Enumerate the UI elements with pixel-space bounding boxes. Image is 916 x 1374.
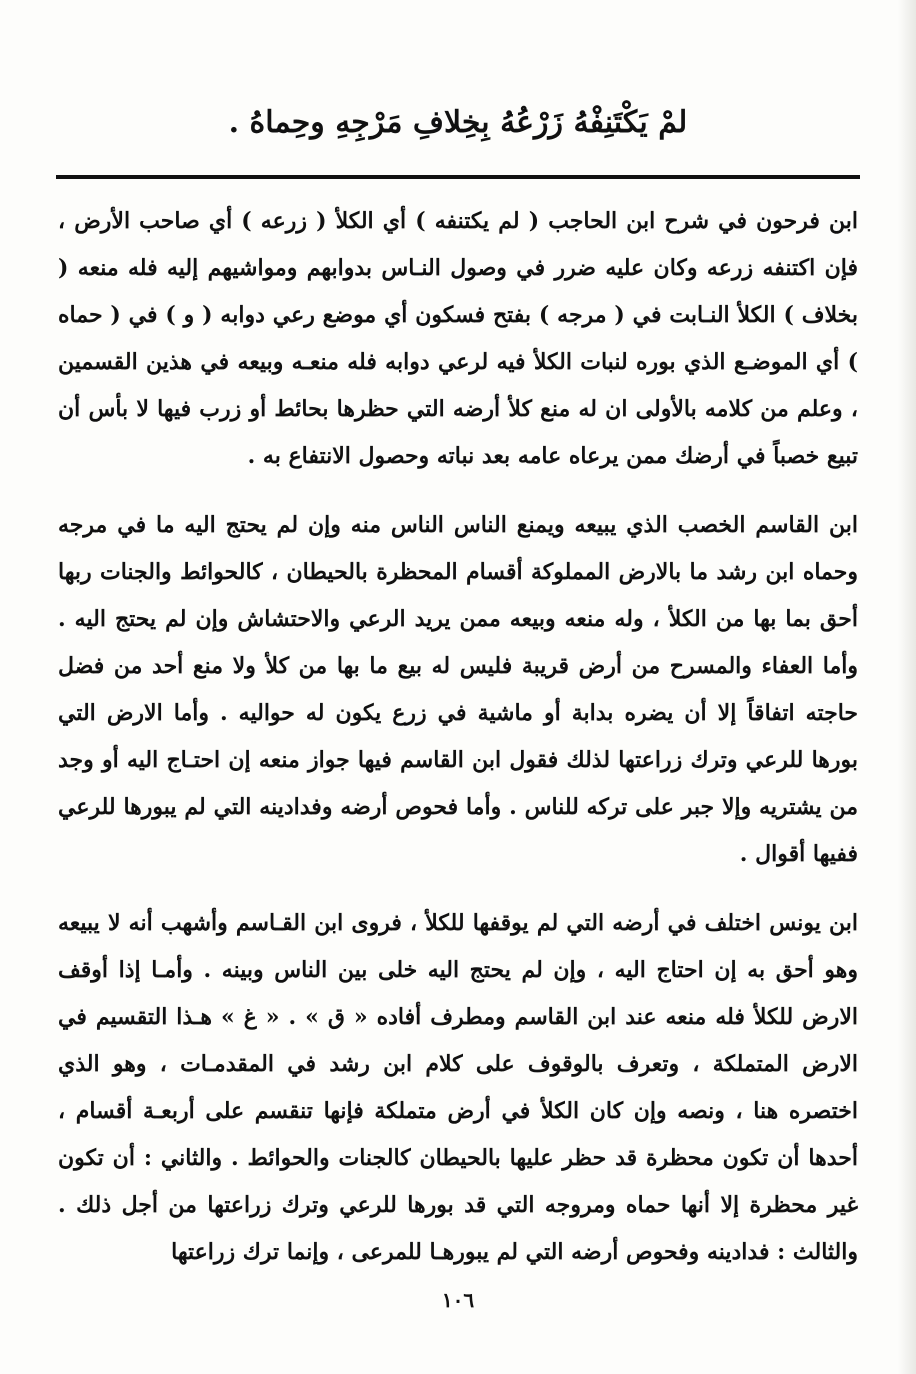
page-title: لمْ يَكْتَنِفْهُ زَرْعُهُ بِخِلافِ مَرْجِهِ وحِماهُ . <box>228 105 688 140</box>
page-edge-shadow <box>898 0 916 1374</box>
page-number: ١٠٦ <box>441 1288 475 1312</box>
title-divider <box>56 175 860 179</box>
page-body <box>58 198 858 1298</box>
paragraph-1: ابن فرحون في شرح ابن الحاجب ( لم يكتنفه ) أي الكلأ ( زرعه ) أي صاحب الأرض ، فإن اكتنفه زرعه وكان عليه ضرر في وصول النـاس بدوابهم ومواشيهم إليه فله منعه ( بخلاف ) الكلأ النـابت في ( مرجه ) بفتح فسكون أي موضع رعي دوابه ( و ) في ( حماه ) أي الموضـع الذي بوره لنبات الكلأ فيه لرعي دوابه فله منعـه وبيعه في هذين القسمين ، وعلم من كلامه بالأولى ان له منع كلأ أرضه التي حظرها بحائط أو زرب فيها لا بأس أن تبيع خصباً في أرضك ممن يرعاه عامه بعد نباته وحصول الانتفاع به . <box>58 208 858 469</box>
paragraph-2: ابن القاسم الخصب الذي يبيعه ويمنع الناس الناس منه وإن لم يحتج اليه ما في مرجه وحماه ابن رشد ما بالارض المملوكة أقسام المحظرة بالحيطان ، كالحوائط والجنات ربها أحق بما بها من الكلأ ، وله منعه وبيعه ممن يريد الرعي والاحتشاش وإن لم يحتج اليه . وأما العفاء والمسرح من أرض قريبة فليس له بيع ما بها من كلأ ولا منع أحد من فضل حاجته اتفاقاً إلا أن يضره بدابة أو ماشية في زرع يكون له حواليه . وأما الارض التي بورها للرعي وترك زراعتها لذلك فقول ابن القاسم فيها جواز منعه إن احتـاج اليه أو وجد من يشتريه وإلا جبر على تركه للناس . وأما فحوص أرضه وفدادينه التي لم يبورها للرعي ففيها أقوال . <box>58 512 859 867</box>
paragraph-3: ابن يونس اختلف في أرضه التي لم يوقفها للكلأ ، فروى ابن القـاسم وأشهب أنه لا يبيعه وهو أحق به إن احتاج اليه ، وإن لم يحتج اليه خلى بين الناس وبينه . وأمـا إذا أوقف الارض للكلأ فله منعه عند ابن القاسم ومطرف أفاده « ق » . « غ » هـذا التقسيم في الارض المتملكة ، وتعرف بالوقوف على كلام ابن رشد في المقدمـات ، وهو الذي اختصره هنا ، ونصه وإن كان الكلأ في أرض متملكة فإنها تنقسم على أربعـة أقسام ، أحدها أن تكون محظرة قد حظر عليها بالحيطان كالجنات والحوائط . والثاني : أن تكون غير محظرة إلا أنها حماه ومروجه التي قد بورها للرعي وترك زراعتها من أجل ذلك . والثالث : فدادينه وفحوص أرضه التي لم يبورهـا للمرعى ، وإنما ترك زراعتها <box>58 910 858 1265</box>
